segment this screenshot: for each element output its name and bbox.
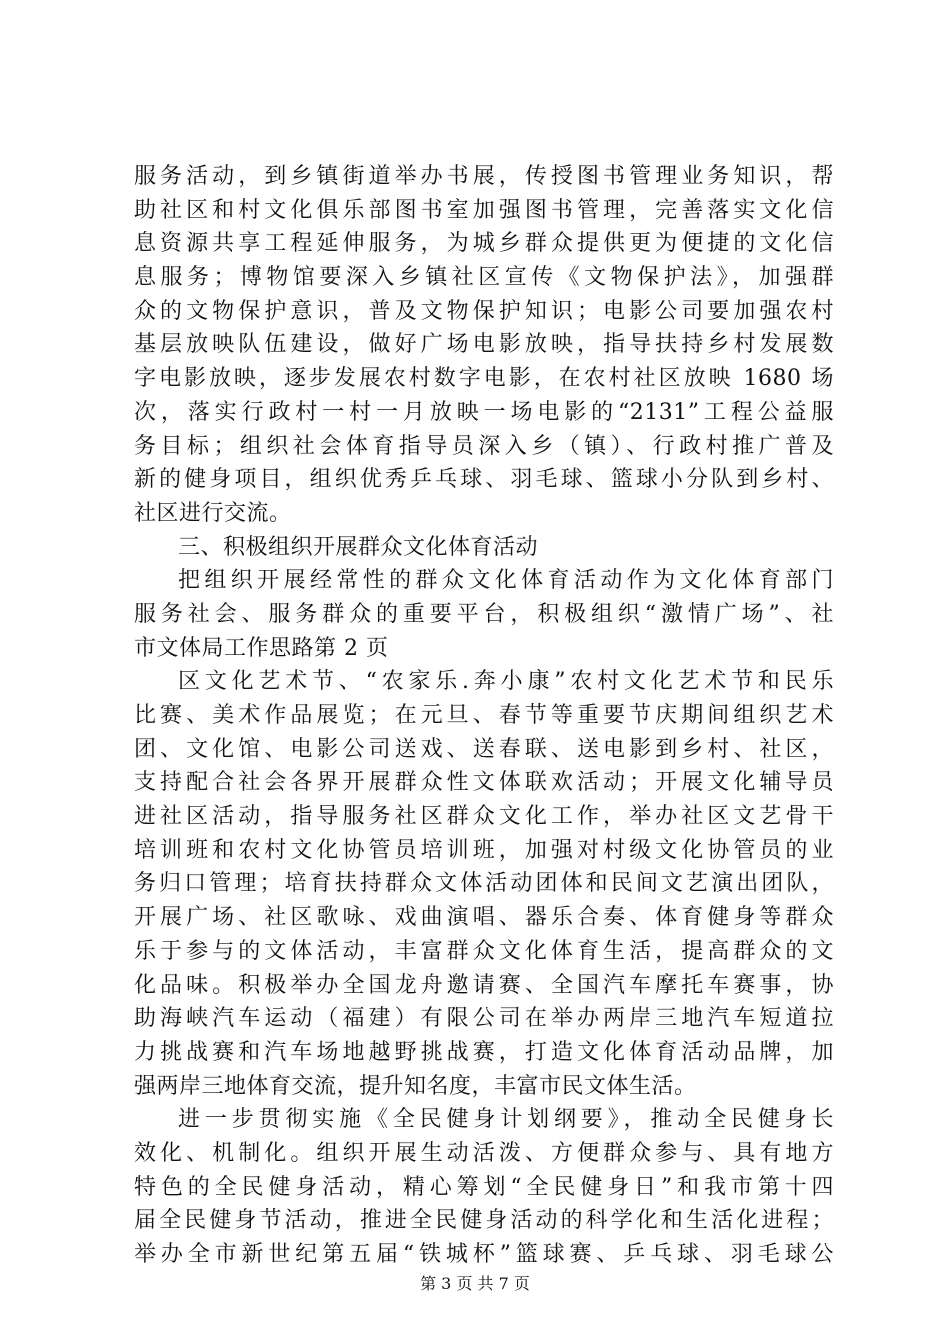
text-line: 团、文化馆、电影公司送戏、送春联、送电影到乡村、社区，: [134, 736, 834, 762]
text-line: 届全民健身节活动，推进全民健身活动的科学化和生活化进程；: [134, 1208, 834, 1234]
text-line: 服务社会、服务群众的重要平台，积极组织“激情广场”、社: [134, 601, 834, 627]
text-line: 字电影放映，逐步发展农村数字电影，在农村社区放映 1680 场: [134, 366, 834, 392]
text-line: 服务活动，到乡镇街道举办书展，传授图书管理业务知识，帮: [134, 164, 834, 189]
text-line: 效化、机制化。组织开展生动活泼、方便群众参与、具有地方: [134, 1140, 834, 1166]
page-number-label: 第 3 页 共 7 页: [420, 1274, 530, 1293]
text-line: 新的健身项目，组织优秀乒乓球、羽毛球、篮球小分队到乡村、: [134, 467, 834, 493]
text-line: 务目标；组织社会体育指导员深入乡（镇）、行政村推广普及: [134, 433, 834, 459]
text-line: 次，落实行政村一村一月放映一场电影的“2131”工程公益服: [134, 399, 834, 425]
text-line: 基层放映队伍建设，做好广场电影放映，指导扶持乡村发展数: [134, 332, 834, 358]
text-line: 社区进行交流。: [134, 500, 292, 526]
text-line: 众的文物保护意识，普及文物保护知识；电影公司要加强农村: [134, 298, 834, 324]
text-line: 开展广场、社区歌咏、戏曲演唱、器乐合奏、体育健身等群众: [134, 905, 834, 931]
text-line: 强两岸三地体育交流，提升知名度，丰富市民文体生活。: [134, 1073, 697, 1099]
text-line: 助社区和村文化俱乐部图书室加强图书管理，完善落实文化信: [134, 197, 834, 223]
text-line: 举办全市新世纪第五届“铁城杯”篮球赛、乒乓球、羽毛球公: [134, 1242, 834, 1267]
page-break-label: 市文体局工作思路第 2 页: [134, 635, 389, 661]
section-heading: 三、积极组织开展群众文化体育活动: [178, 534, 539, 560]
text-line: 把组织开展经常性的群众文化体育活动作为文化体育部门: [178, 568, 834, 594]
text-line: 培训班和农村文化协管员培训班，加强对村级文化协管员的业: [134, 837, 834, 863]
text-line: 力挑战赛和汽车场地越野挑战赛，打造文化体育活动品牌，加: [134, 1039, 834, 1065]
text-line: 助海峡汽车运动（福建）有限公司在举办两岸三地汽车短道拉: [134, 1006, 834, 1032]
text-line: 务归口管理；培育扶持群众文体活动团体和民间文艺演出团队，: [134, 871, 834, 897]
text-line: 区文化艺术节、“农家乐.奔小康”农村文化艺术节和民乐: [178, 669, 834, 695]
document-body: [134, 160, 834, 1272]
text-line: 乐于参与的文体活动，丰富群众文化体育生活，提高群众的文: [134, 938, 834, 964]
text-line: 支持配合社会各界开展群众性文体联欢活动；开展文化辅导员: [134, 770, 834, 796]
text-line: 息资源共享工程延伸服务，为城乡群众提供更为便捷的文化信: [134, 231, 834, 257]
page-footer: [0, 1271, 950, 1294]
text-line: 息服务；博物馆要深入乡镇社区宣传《文物保护法》，加强群: [134, 265, 834, 291]
text-line: 进一步贯彻实施《全民健身计划纲要》，推动全民健身长: [178, 1107, 834, 1133]
text-line: 比赛、美术作品展览；在元旦、春节等重要节庆期间组织艺术: [134, 703, 834, 728]
text-line: 进社区活动，指导服务社区群众文化工作，举办社区文艺骨干: [134, 804, 834, 830]
text-line: 特色的全民健身活动，精心筹划“全民健身日”和我市第十四: [134, 1174, 834, 1200]
text-line: 化品味。积极举办全国龙舟邀请赛、全国汽车摩托车赛事，协: [134, 972, 834, 998]
